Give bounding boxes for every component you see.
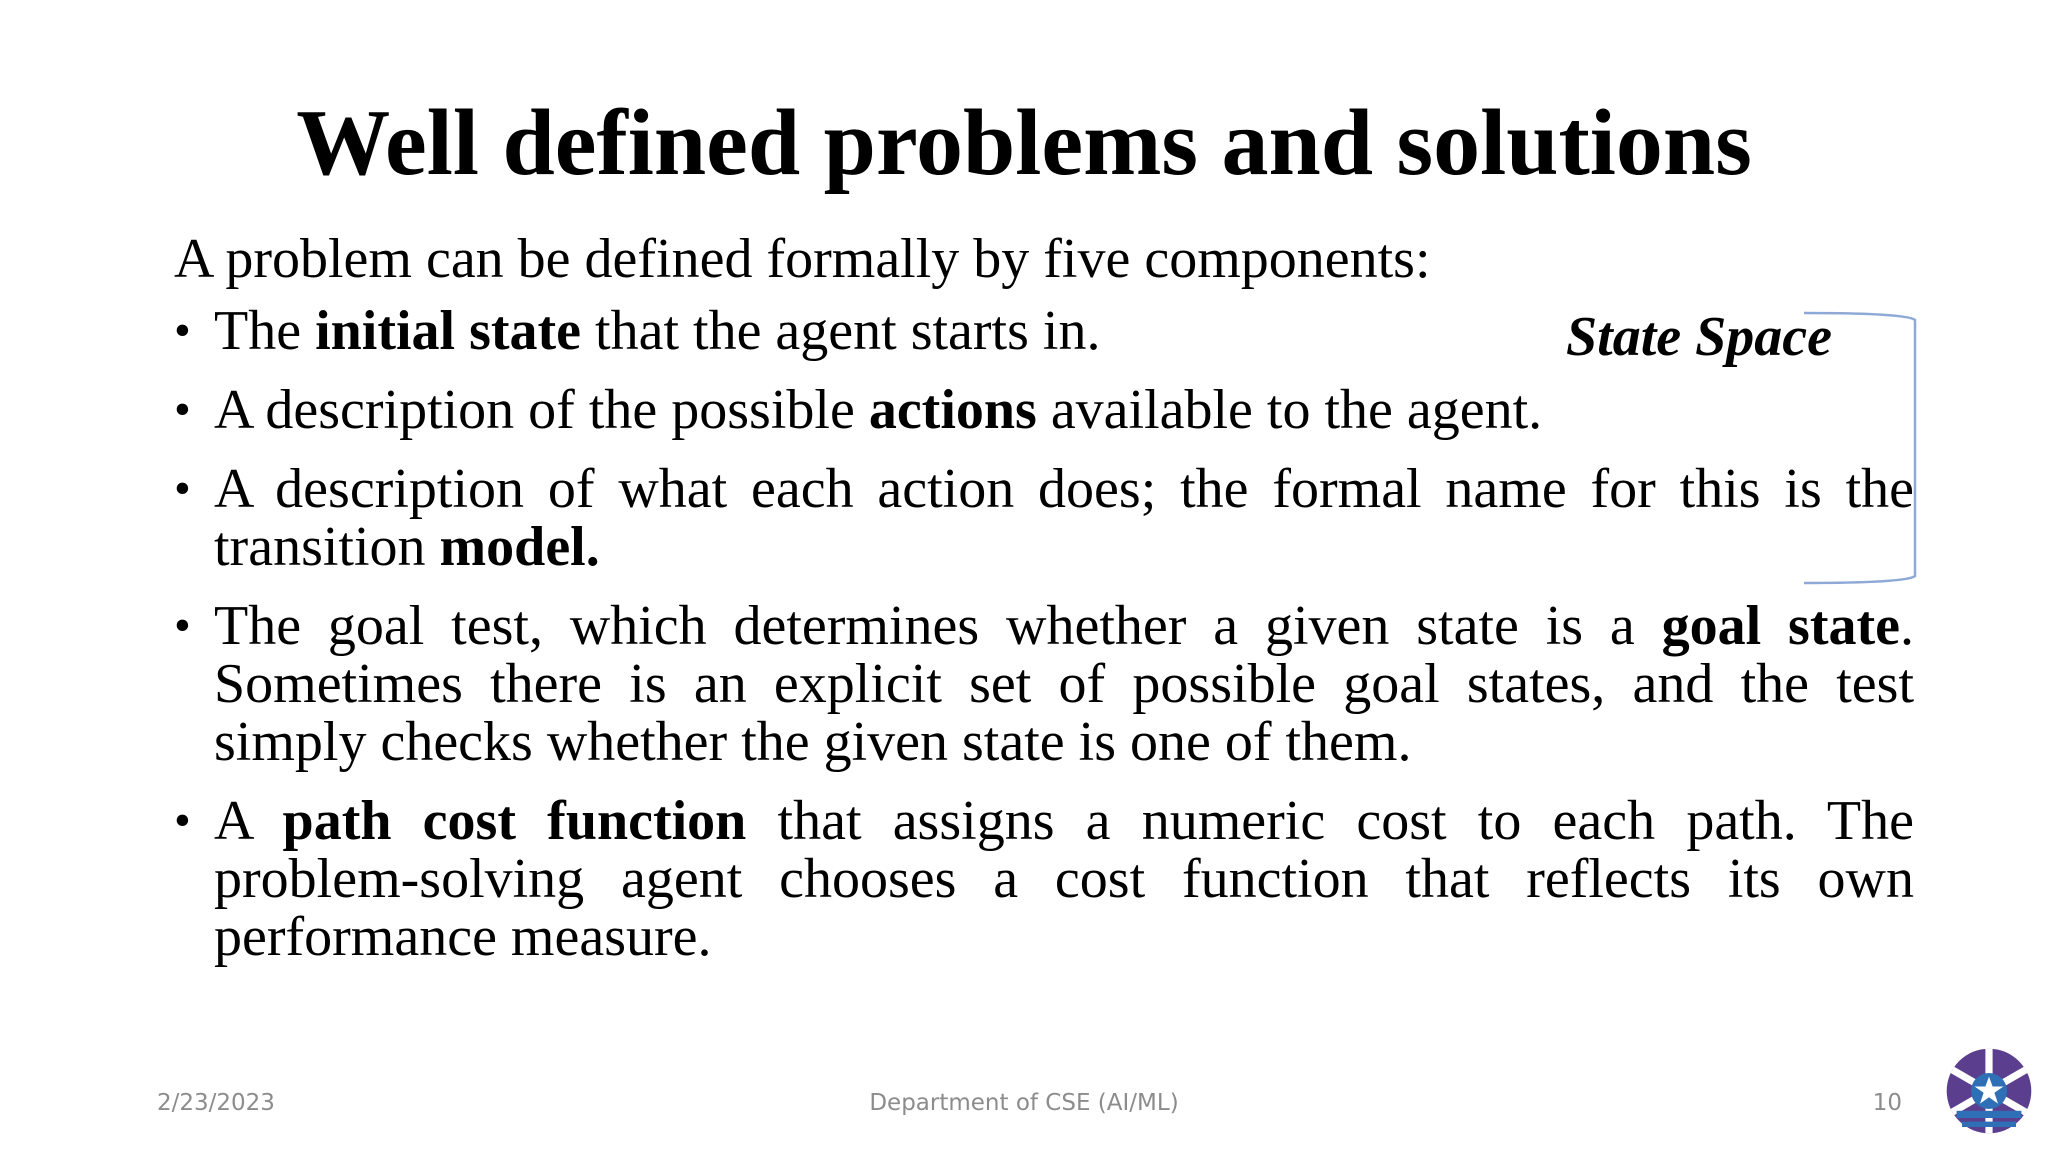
state-space-label: State Space: [1566, 306, 1832, 368]
bullet-text: A: [214, 790, 283, 852]
bullet-list: [174, 302, 1914, 987]
bullet-marker: •: [174, 304, 191, 357]
bullet-marker: •: [174, 794, 191, 847]
bullet-term: initial state: [315, 300, 582, 362]
slide-title: Well defined problems and solutions: [296, 91, 1752, 195]
right-brace-icon: [1796, 310, 1926, 586]
bullet-path-cost: [174, 792, 1914, 966]
bullet-marker: •: [174, 599, 191, 652]
bullet-marker: •: [174, 383, 191, 436]
footer-date: 2/23/2023: [157, 1090, 275, 1116]
bullet-actions: [174, 381, 1914, 439]
bullet-text: that the agent starts in.: [581, 300, 1101, 362]
footer-page-number: 10: [1872, 1090, 1902, 1116]
bullet-text: available to the agent.: [1036, 379, 1543, 441]
bullet-text: A description of what each action does; the formal name for this is the transition: [214, 458, 1914, 578]
bullet-term: goal state: [1661, 595, 1900, 657]
intro-text: A problem can be defined formally by five components:: [174, 228, 1431, 290]
bullet-text: The goal test, which determines whether a given state is a: [214, 595, 1662, 657]
bullet-term: path cost function: [282, 790, 747, 852]
footer-department: Department of CSE (AI/ML): [869, 1090, 1179, 1116]
bullet-text: The: [214, 300, 316, 362]
bullet-text: A description of the possible: [214, 379, 869, 441]
bullet-text: that assigns a numeric cost to each path. The problem-solving agent chooses a cost function that reflects its own performance measure.: [214, 790, 1914, 968]
bullet-text: . Sometimes there is an explicit set of possible goal states, and the test simply checks whether the given state is one of them.: [214, 595, 1914, 773]
bullet-marker: •: [174, 462, 191, 515]
bullet-term: actions: [868, 379, 1037, 441]
brace-path: [1804, 313, 1915, 583]
bullet-term: model.: [439, 516, 600, 578]
bullet-goal-test: [174, 597, 1914, 771]
bullet-transition-model: [174, 460, 1914, 576]
university-logo-icon: [1944, 1046, 2034, 1136]
